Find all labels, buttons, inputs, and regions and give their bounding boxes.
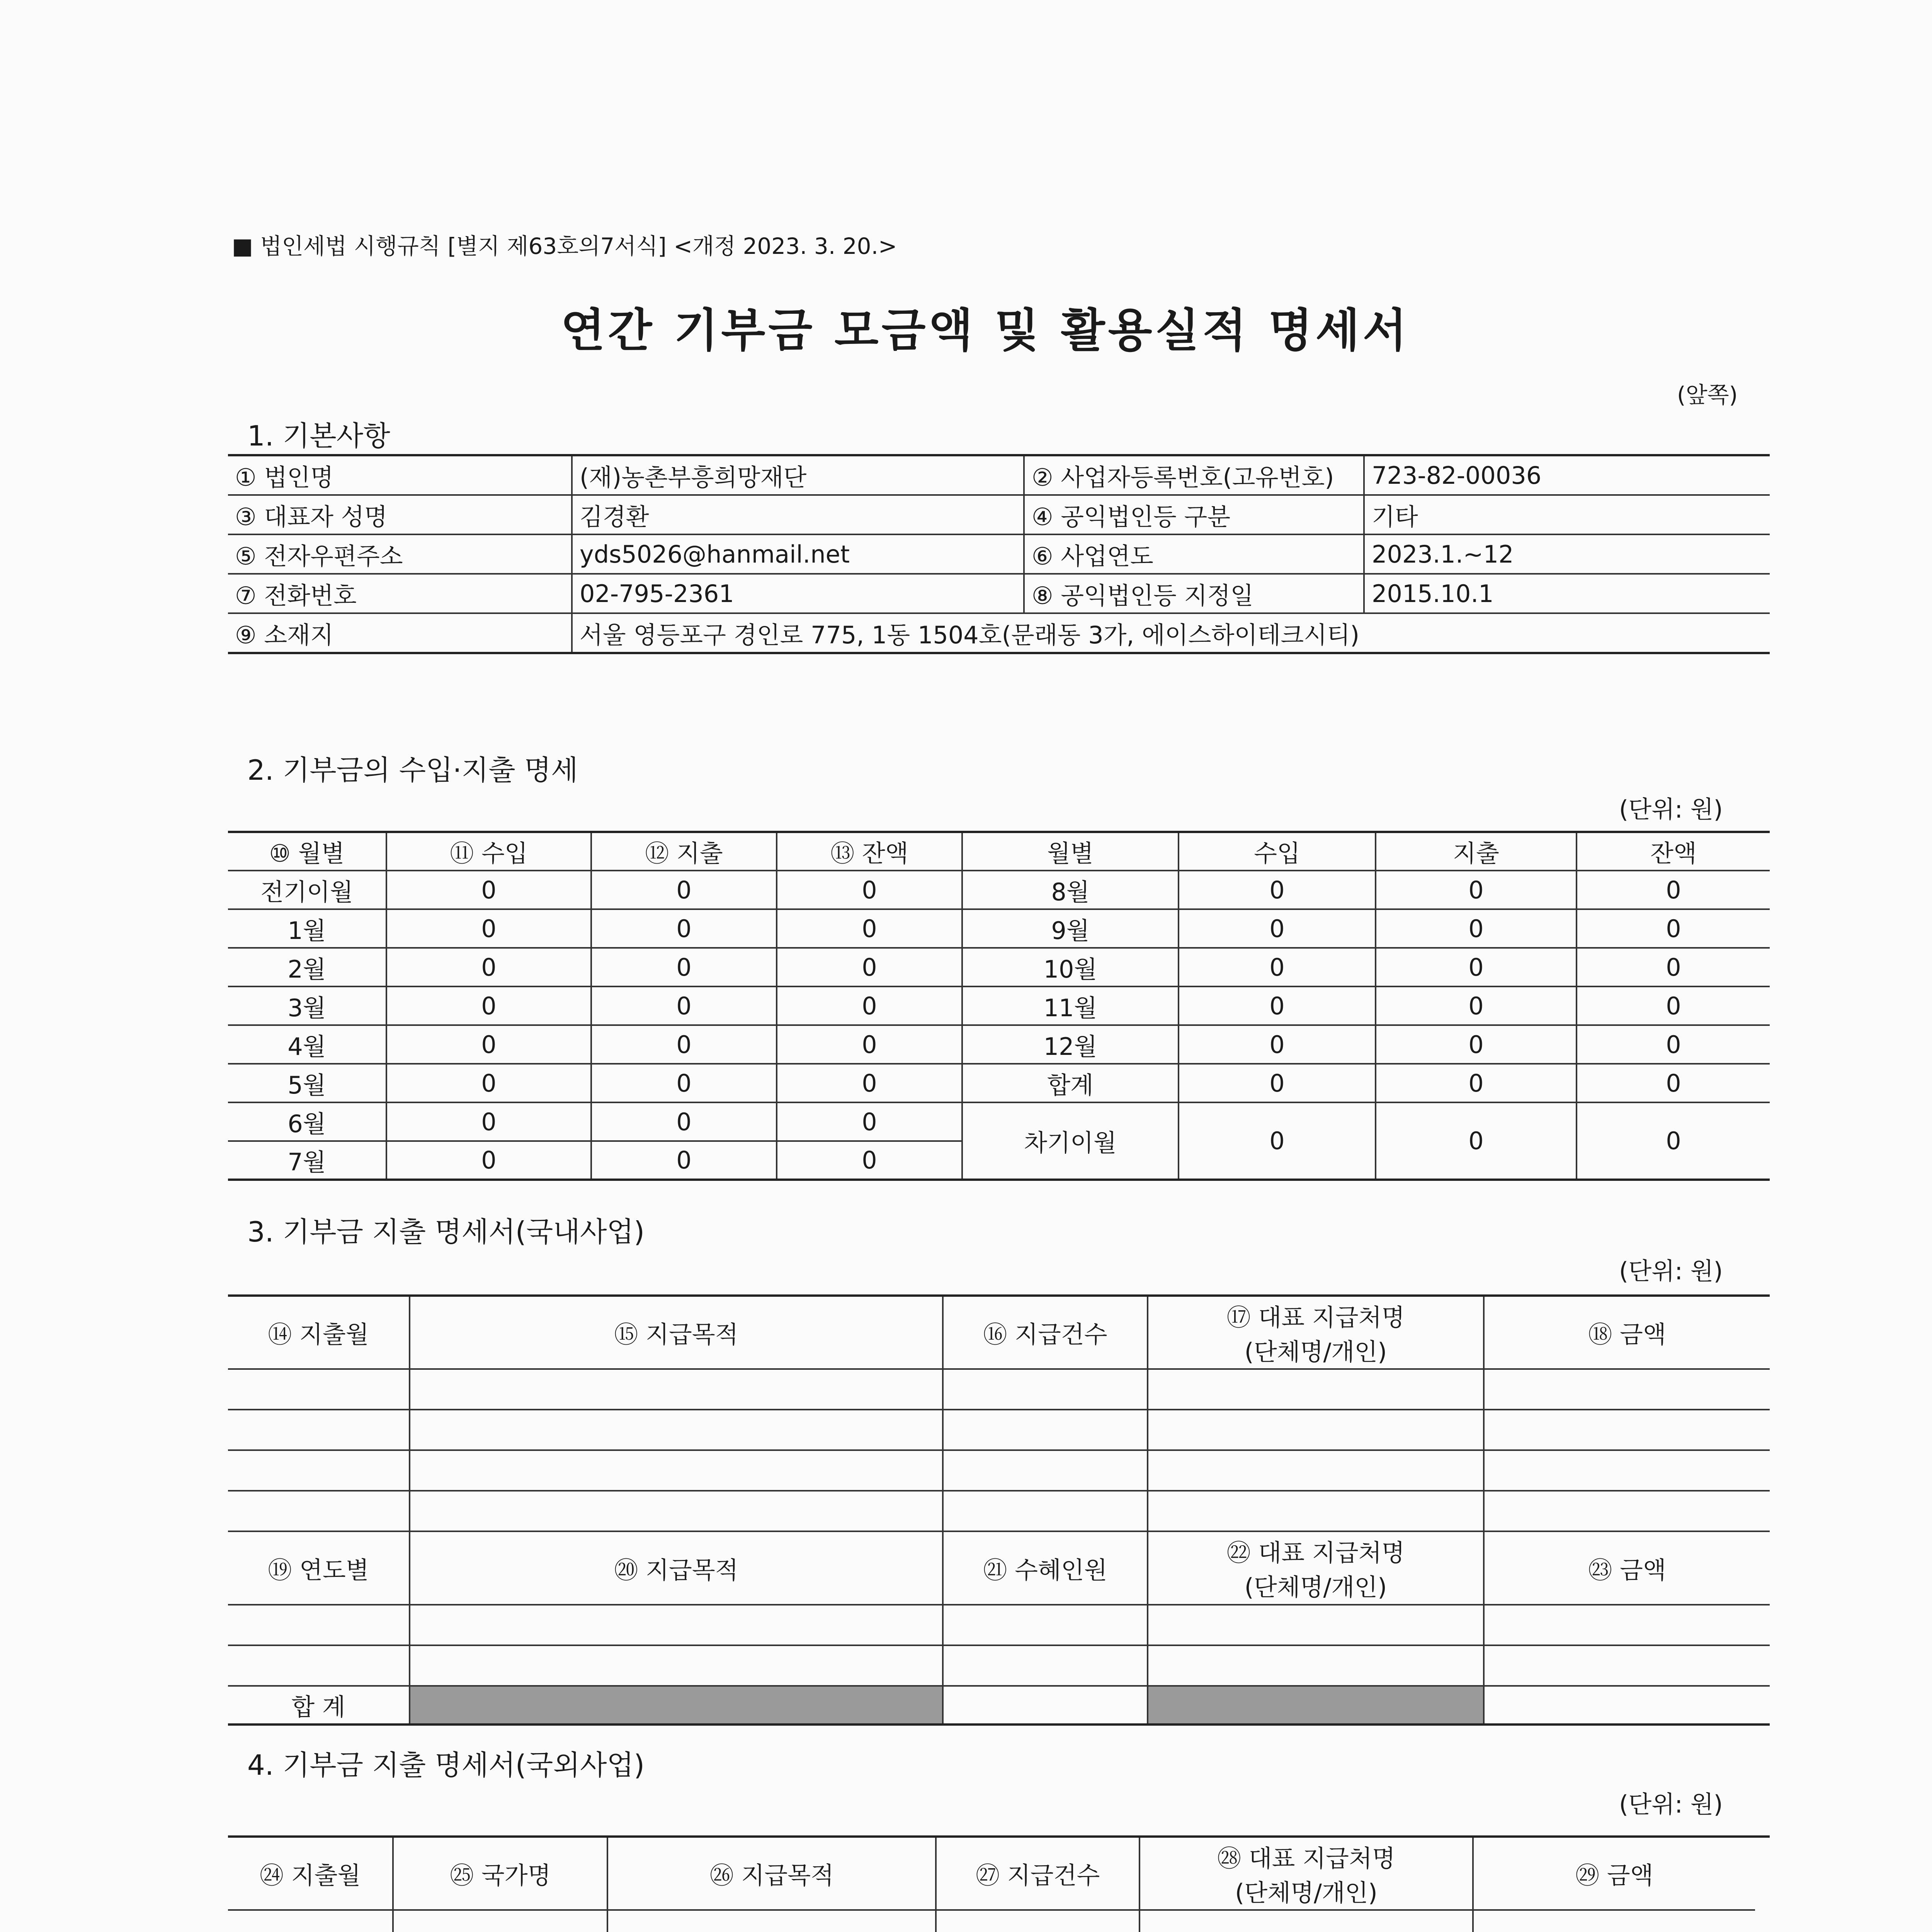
- page-side-label: (앞쪽): [1677, 382, 1738, 408]
- monthly-cell: 0: [1577, 948, 1770, 986]
- payee-header-cell: [1139, 1837, 1473, 1910]
- monthly-row: [228, 1064, 1770, 1102]
- blank-cell: [936, 1910, 1139, 1932]
- basic-field-value: 김경환: [572, 495, 1024, 534]
- spending-blank-row: [228, 1645, 1770, 1686]
- monthly-cell: 0: [591, 986, 777, 1025]
- form-header-note: ■ 법인세법 시행규칙 [별지 제63호의7서식] <개정 2023. 3. 20.>: [232, 233, 897, 259]
- payee-header-main: ㉒ 대표 지급처명: [1226, 1539, 1405, 1567]
- spending-blank-row: [228, 1410, 1770, 1450]
- payee-header-cell: [1148, 1296, 1484, 1369]
- payee-header-sub: (단체명/개인): [1244, 1337, 1387, 1366]
- monthly-cell: 0: [591, 948, 777, 986]
- monthly-cell: 0: [1376, 986, 1577, 1025]
- blank-cell: [1473, 1910, 1755, 1932]
- monthly-row: [228, 1102, 1770, 1141]
- blank-cell: [410, 1410, 943, 1450]
- blank-cell: [943, 1605, 1148, 1645]
- spending-header-cell: ㉙ 금액: [1473, 1837, 1755, 1910]
- basic-field-value: (재)농촌부흥희망재단: [572, 455, 1024, 495]
- blank-cell: [1484, 1605, 1770, 1645]
- monthly-header-cell: ⑩ 월별: [228, 832, 386, 871]
- spending-header-row: [228, 1837, 1770, 1910]
- basic-field-label: ⑦ 전화번호: [228, 574, 572, 613]
- monthly-cell: 0: [1179, 871, 1376, 909]
- spending-blank-row: [228, 1910, 1770, 1932]
- monthly-header-cell: 잔액: [1577, 832, 1770, 871]
- carry-forward-cell: 0: [1376, 1102, 1577, 1180]
- monthly-cell: 0: [386, 948, 591, 986]
- monthly-cell: 0: [386, 1102, 591, 1141]
- payee-header-main: ⑰ 대표 지급처명: [1226, 1303, 1405, 1332]
- monthly-cell: 0: [386, 909, 591, 948]
- monthly-header-row: [228, 832, 1770, 871]
- monthly-header-cell: ⑪ 수입: [386, 832, 591, 871]
- basic-field-label: ① 법인명: [228, 455, 572, 495]
- blank-cell: [228, 1910, 393, 1932]
- monthly-cell: 0: [777, 909, 962, 948]
- spending-blank-row: [228, 1605, 1770, 1645]
- spending-blank-row: [228, 1369, 1770, 1410]
- monthly-cell: 0: [1179, 1064, 1376, 1102]
- blank-cell: [607, 1910, 936, 1932]
- address-value: 서울 영등포구 경인로 775, 1동 1504호(문래동 3가, 에이스하이테크시티): [572, 613, 1770, 653]
- carry-forward-cell: 0: [1179, 1102, 1376, 1180]
- monthly-cell: 0: [1376, 909, 1577, 948]
- section4-title: 4. 기부금 지출 명세서(국외사업): [247, 1749, 645, 1781]
- basic-field-value: 2023.1.~12: [1364, 534, 1770, 574]
- spending-blank-row: [228, 1450, 1770, 1491]
- monthly-cell: 12월: [962, 1025, 1179, 1064]
- domestic-spending-table: [228, 1294, 1770, 1726]
- blank-cell: [410, 1369, 943, 1410]
- basic-field-value: 723-82-00036: [1364, 455, 1770, 495]
- basic-field-label: ④ 공익법인등 구분: [1024, 495, 1364, 534]
- spending-blank-row: [228, 1491, 1770, 1531]
- monthly-cell: 0: [1577, 986, 1770, 1025]
- monthly-header-cell: 월별: [962, 832, 1179, 871]
- basic-field-value: yds5026@hanmail.net: [572, 534, 1024, 574]
- monthly-cell: 0: [1179, 986, 1376, 1025]
- monthly-cell: 0: [1577, 1025, 1770, 1064]
- blank-cell: [228, 1450, 410, 1491]
- monthly-cell: 3월: [228, 986, 386, 1025]
- spending-header-cell: ⑭ 지출월: [228, 1296, 410, 1369]
- section4-unit: (단위: 원): [1619, 1790, 1723, 1818]
- monthly-row: [228, 909, 1770, 948]
- spending-header-cell: ㉑ 수혜인원: [943, 1531, 1148, 1605]
- monthly-cell: 8월: [962, 871, 1179, 909]
- section3-unit: (단위: 원): [1619, 1257, 1723, 1285]
- monthly-cell: 0: [386, 1025, 591, 1064]
- monthly-cell: 7월: [228, 1141, 386, 1180]
- monthly-row: [228, 986, 1770, 1025]
- blank-cell: [410, 1450, 943, 1491]
- blank-cell: [1148, 1450, 1484, 1491]
- monthly-row: [228, 1025, 1770, 1064]
- basic-info-row: [228, 613, 1770, 653]
- blank-cell: [943, 1369, 1148, 1410]
- basic-field-label: ③ 대표자 성명: [228, 495, 572, 534]
- monthly-cell: 10월: [962, 948, 1179, 986]
- monthly-cell: 0: [777, 1102, 962, 1141]
- blank-cell: [1484, 1645, 1770, 1686]
- spending-header-row: [228, 1531, 1770, 1605]
- carry-forward-cell: 0: [1577, 1102, 1770, 1180]
- spending-header-cell: ㉗ 지급건수: [936, 1837, 1139, 1910]
- basic-info-row: [228, 574, 1770, 613]
- payee-header-sub: (단체명/개인): [1244, 1573, 1387, 1601]
- payee-header-cell: [1148, 1531, 1484, 1605]
- blank-cell: [943, 1410, 1148, 1450]
- address-label: ⑨ 소재지: [228, 613, 572, 653]
- monthly-cell: 0: [1577, 871, 1770, 909]
- monthly-cell: 0: [591, 909, 777, 948]
- monthly-row: [228, 948, 1770, 986]
- monthly-cell: 4월: [228, 1025, 386, 1064]
- monthly-cell: 0: [777, 948, 962, 986]
- section3-title: 3. 기부금 지출 명세서(국내사업): [247, 1216, 645, 1248]
- basic-field-label: ⑥ 사업연도: [1024, 534, 1364, 574]
- basic-info-row: [228, 455, 1770, 495]
- spending-header-cell: ⑮ 지급목적: [410, 1296, 943, 1369]
- monthly-cell: 2월: [228, 948, 386, 986]
- monthly-cell: 합계: [962, 1064, 1179, 1102]
- basic-field-value: 기타: [1364, 495, 1770, 534]
- monthly-cell: 0: [777, 1064, 962, 1102]
- blank-cell: [943, 1491, 1148, 1531]
- blank-cell: [1484, 1369, 1770, 1410]
- basic-field-value: 02-795-2361: [572, 574, 1024, 613]
- monthly-cell: 0: [1179, 1025, 1376, 1064]
- spending-header-cell: ⑱ 금액: [1484, 1296, 1770, 1369]
- spending-header-row: [228, 1296, 1770, 1369]
- blank-cell: [1148, 1605, 1484, 1645]
- document-title: 연간 기부금 모금액 및 활용실적 명세서: [561, 304, 1410, 357]
- monthly-row: [228, 871, 1770, 909]
- blank-cell: [1148, 1491, 1484, 1531]
- blank-cell: [1139, 1910, 1473, 1932]
- blank-cell: [1484, 1491, 1770, 1531]
- blank-cell: [1148, 1645, 1484, 1686]
- section2-unit: (단위: 원): [1619, 795, 1723, 823]
- monthly-cell: 0: [591, 871, 777, 909]
- monthly-cell: 0: [777, 871, 962, 909]
- blank-cell: [943, 1450, 1148, 1491]
- blank-cell: [1484, 1450, 1770, 1491]
- total-amount-cell: [1484, 1686, 1770, 1725]
- spending-header-cell: ⑯ 지급건수: [943, 1296, 1148, 1369]
- spending-header-cell: ㉕ 국가명: [393, 1837, 607, 1910]
- monthly-header-cell: ⑫ 지출: [591, 832, 777, 871]
- blank-cell: [410, 1491, 943, 1531]
- basic-field-value: 2015.10.1: [1364, 574, 1770, 613]
- spending-header-cell: ⑲ 연도별: [228, 1531, 410, 1605]
- section1-title: 1. 기본사항: [247, 420, 390, 452]
- shaded-cell: [410, 1686, 943, 1725]
- monthly-cell: 1월: [228, 909, 386, 948]
- monthly-cell: 11월: [962, 986, 1179, 1025]
- basic-info-row: [228, 495, 1770, 534]
- monthly-cell: 0: [1577, 909, 1770, 948]
- monthly-cell: 0: [386, 1064, 591, 1102]
- total-count-cell: [943, 1686, 1148, 1725]
- monthly-cell: 0: [777, 1025, 962, 1064]
- blank-cell: [943, 1645, 1148, 1686]
- carry-forward-cell: 차기이월: [962, 1102, 1179, 1180]
- shaded-cell: [1148, 1686, 1484, 1725]
- basic-field-label: ⑤ 전자우편주소: [228, 534, 572, 574]
- monthly-cell: 0: [386, 1141, 591, 1180]
- blank-cell: [228, 1410, 410, 1450]
- basic-field-label: ② 사업자등록번호(고유번호): [1024, 455, 1364, 495]
- monthly-header-cell: 지출: [1376, 832, 1577, 871]
- blank-cell: [1484, 1410, 1770, 1450]
- monthly-cell: 0: [591, 1064, 777, 1102]
- spending-header-cell: ㉓ 금액: [1484, 1531, 1770, 1605]
- spending-header-cell: ㉔ 지출월: [228, 1837, 393, 1910]
- blank-cell: [410, 1645, 943, 1686]
- monthly-cell: 0: [1179, 909, 1376, 948]
- blank-cell: [1148, 1369, 1484, 1410]
- monthly-cell: 0: [1376, 1064, 1577, 1102]
- spending-header-cell: ⑳ 지급목적: [410, 1531, 943, 1605]
- monthly-cell: 0: [1376, 948, 1577, 986]
- blank-cell: [410, 1605, 943, 1645]
- blank-cell: [228, 1369, 410, 1410]
- basic-info-table: [228, 454, 1770, 654]
- blank-cell: [228, 1605, 410, 1645]
- basic-field-label: ⑧ 공익법인등 지정일: [1024, 574, 1364, 613]
- monthly-cell: 전기이월: [228, 871, 386, 909]
- monthly-cell: 6월: [228, 1102, 386, 1141]
- monthly-cell: 0: [777, 1141, 962, 1180]
- blank-cell: [1148, 1410, 1484, 1450]
- blank-cell: [228, 1645, 410, 1686]
- monthly-cell: 0: [1376, 871, 1577, 909]
- monthly-cell: 0: [1577, 1064, 1770, 1102]
- monthly-income-expense-table: [228, 831, 1770, 1181]
- monthly-cell: 0: [1179, 948, 1376, 986]
- basic-info-row: [228, 534, 1770, 574]
- payee-header-sub: (단체명/개인): [1235, 1878, 1378, 1907]
- monthly-cell: 0: [591, 1025, 777, 1064]
- total-label: 합 계: [228, 1686, 410, 1725]
- monthly-cell: 0: [386, 986, 591, 1025]
- monthly-cell: 0: [591, 1141, 777, 1180]
- monthly-header-cell: ⑬ 잔액: [777, 832, 962, 871]
- blank-cell: [228, 1491, 410, 1531]
- spending-header-cell: ㉖ 지급목적: [607, 1837, 936, 1910]
- section2-title: 2. 기부금의 수입·지출 명세: [247, 754, 578, 786]
- spending-total-row: [228, 1686, 1770, 1725]
- monthly-cell: 0: [777, 986, 962, 1025]
- blank-cell: [393, 1910, 607, 1932]
- payee-header-main: ㉘ 대표 지급처명: [1217, 1844, 1395, 1872]
- monthly-cell: 0: [386, 871, 591, 909]
- overseas-spending-table: [228, 1835, 1770, 1932]
- monthly-header-cell: 수입: [1179, 832, 1376, 871]
- monthly-cell: 9월: [962, 909, 1179, 948]
- monthly-cell: 0: [1376, 1025, 1577, 1064]
- monthly-cell: 0: [591, 1102, 777, 1141]
- monthly-cell: 5월: [228, 1064, 386, 1102]
